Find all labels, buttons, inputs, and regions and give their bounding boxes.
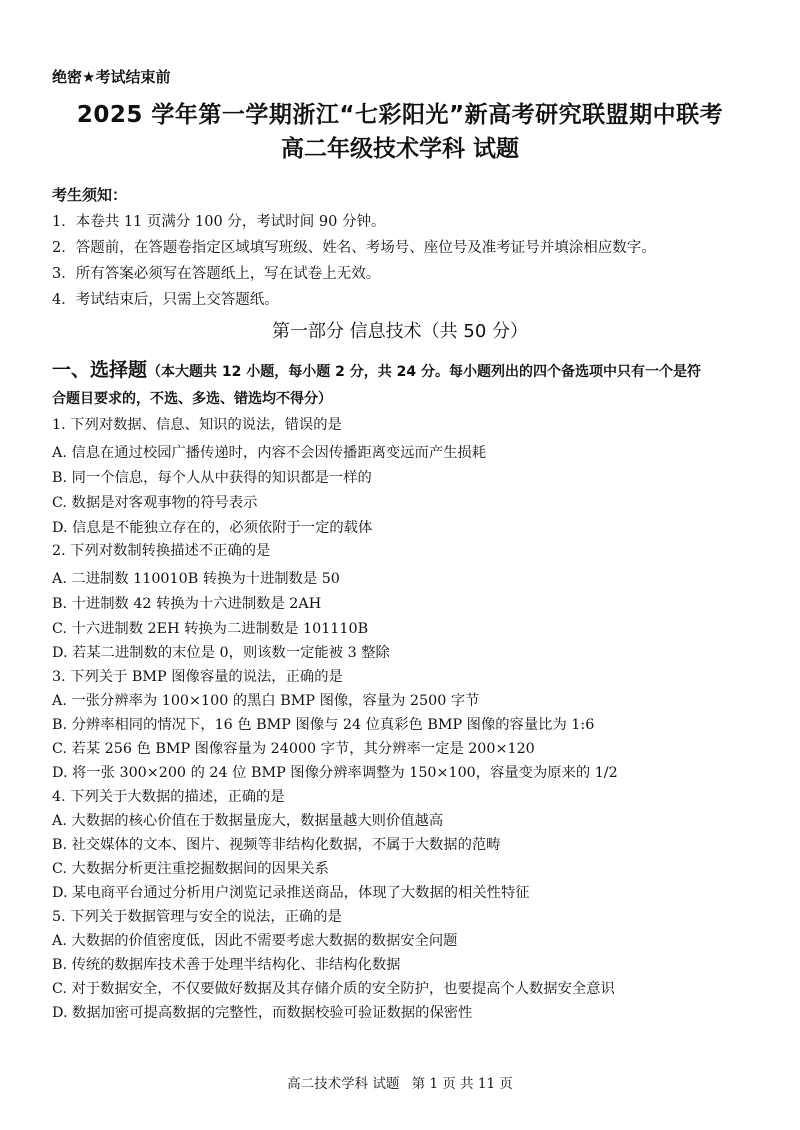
- section-heading: [52, 355, 701, 382]
- note-item: 3．所有答案必须写在答题纸上，写在试卷上无效。: [52, 266, 381, 282]
- answer-option: B. 十进制数 42 转换为十六进制数是 2AH: [52, 596, 322, 612]
- section-description-cont: 合题目要求的，不选、多选、错选均不得分）: [52, 391, 332, 407]
- question-stem: 4. 下列关于大数据的描述，正确的是: [52, 789, 285, 805]
- answer-option: A. 二进制数 110010B 转换为十进制数是 50: [52, 571, 340, 587]
- exam-title-line1: 2025 学年第一学期浙江“七彩阳光”新高考研究联盟期中联考: [76, 102, 724, 128]
- answer-option: D. 信息是不能独立存在的，必须依附于一定的载体: [52, 520, 373, 536]
- question-stem: 2. 下列对数制转换描述不正确的是: [52, 543, 271, 559]
- footer-subject: 高二技术学科 试题: [287, 1076, 400, 1092]
- question-stem: 1. 下列对数据、信息、知识的说法，错误的是: [52, 417, 342, 433]
- answer-option: B. 同一个信息，每个人从中获得的知识都是一样的: [52, 470, 372, 486]
- note-item: 1．本卷共 11 页满分 100 分，考试时间 90 分钟。: [52, 214, 386, 230]
- answer-option: D. 某电商平台通过分析用户浏览记录推送商品，体现了大数据的相关性特征: [52, 885, 530, 901]
- answer-option: A. 大数据的核心价值在于数据量庞大，数据量越大则价值越高: [52, 813, 444, 829]
- answer-option: B. 社交媒体的文本、图片、视频等非结构化数据，不属于大数据的范畴: [52, 837, 501, 853]
- answer-option: B. 分辨率相同的情况下，16 色 BMP 图像与 24 位真彩色 BMP 图像的容量比为 1:6: [52, 717, 595, 733]
- answer-option: C. 数据是对客观事物的符号表示: [52, 495, 258, 511]
- answer-option: A. 一张分辨率为 100×100 的黑白 BMP 图像，容量为 2500 字节: [52, 693, 480, 709]
- footer-page-number: 第 1 页 共 11 页: [411, 1076, 513, 1092]
- question-stem: 3. 下列关于 BMP 图像容量的说法，正确的是: [52, 669, 343, 685]
- answer-option: A. 大数据的价值密度低，因此不需要考虑大数据的数据安全问题: [52, 933, 458, 949]
- page-footer: [0, 1072, 800, 1092]
- answer-option: D. 数据加密可提高数据的完整性，而数据校验可验证数据的保密性: [52, 1005, 473, 1021]
- section-description: （本大题共 12 小题，每小题 2 分，共 24 分。每小题列出的四个备选项中只有一个是符: [147, 364, 701, 380]
- note-item: 4．考试结束后，只需上交答题纸。: [52, 292, 279, 308]
- part-title: 第一部分 信息技术（共 50 分）: [271, 321, 529, 342]
- answer-option: D. 将一张 300×200 的 24 位 BMP 图像分辨率调整为 150×100，容量变为原来的 1/2: [52, 765, 618, 781]
- answer-option: C. 十六进制数 2EH 转换为二进制数是 101110B: [52, 621, 369, 637]
- answer-option: D. 若某二进制数的末位是 0，则该数一定能被 3 整除: [52, 645, 390, 661]
- confidential-label: 绝密★考试结束前: [52, 68, 171, 86]
- answer-option: C. 若某 256 色 BMP 图像容量为 24000 字节，其分辨率一定是 200×120: [52, 741, 535, 757]
- notes-heading: 考生须知：: [52, 186, 128, 204]
- answer-option: A. 信息在通过校园广播传递时，内容不会因传播距离变远而产生损耗: [52, 445, 487, 461]
- note-item: 2．答题前，在答题卷指定区域填写班级、姓名、考场号、座位号及准考证号并填涂相应数字。: [52, 240, 656, 256]
- answer-option: C. 对于数据安全，不仅要做好数据及其存储介质的安全防护，也要提高个人数据安全意识: [52, 981, 615, 997]
- question-stem: 5. 下列关于数据管理与安全的说法，正确的是: [52, 909, 342, 925]
- answer-option: B. 传统的数据库技术善于处理半结构化、非结构化数据: [52, 957, 401, 973]
- exam-title-line2: 高二年级技术学科 试题: [280, 136, 519, 162]
- section-title: 一、选择题: [52, 359, 148, 381]
- answer-option: C. 大数据分析更注重挖掘数据间的因果关系: [52, 861, 329, 877]
